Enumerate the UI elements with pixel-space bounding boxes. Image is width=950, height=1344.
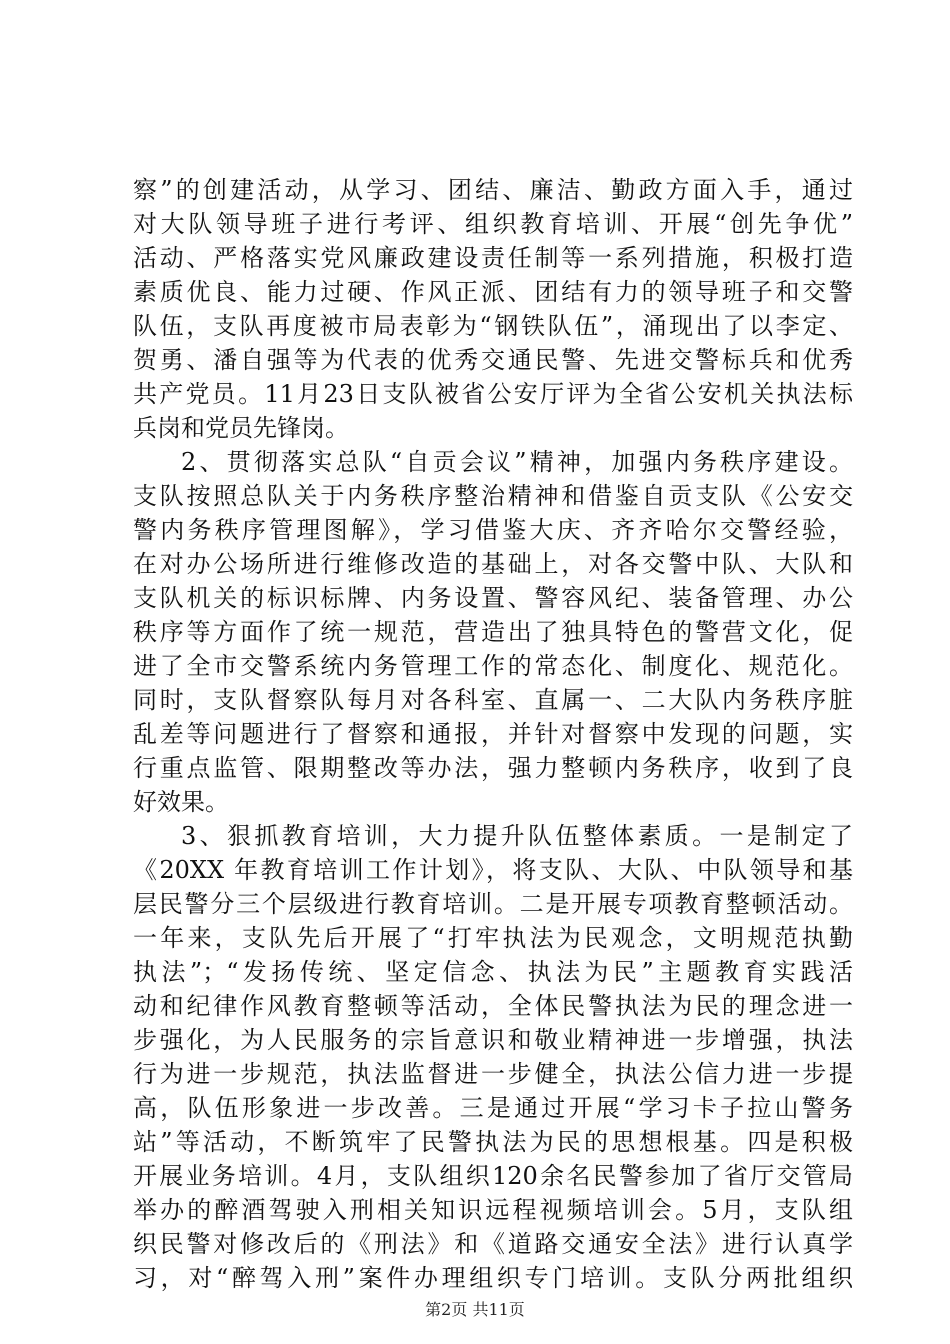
text-line: 警内务秩序管理图解》，学习借鉴大庆、齐齐哈尔交警经验， bbox=[133, 516, 853, 544]
text-line: 兵岗和党员先锋岗。 bbox=[133, 414, 349, 442]
text-line: 执法”；“发扬传统、坚定信念、执法为民”主题教育实践活 bbox=[133, 958, 853, 986]
text-line: 乱差等问题进行了督察和通报，并针对督察中发现的问题，实 bbox=[133, 720, 853, 748]
paragraph-start-line: 3、狠抓教育培训，大力提升队伍整体素质。一是制定了 bbox=[181, 822, 853, 850]
text-line: 一年来，支队先后开展了“打牢执法为民观念，文明规范执勤 bbox=[133, 924, 853, 952]
text-line: 《20XX 年教育培训工作计划》，将支队、大队、中队领导和基 bbox=[133, 856, 853, 884]
text-line: 队伍，支队再度被市局表彰为“钢铁队伍”，涌现出了以李定、 bbox=[133, 312, 853, 340]
text-line: 同时，支队督察队每月对各科室、直属一、二大队内务秩序脏 bbox=[133, 686, 853, 714]
text-line: 动和纪律作风教育整顿等活动，全体民警执法为民的理念进一 bbox=[133, 992, 853, 1020]
text-line: 织民警对修改后的《刑法》和《道路交通安全法》进行认真学 bbox=[133, 1230, 853, 1258]
text-line: 步强化，为人民服务的宗旨意识和敬业精神进一步增强，执法 bbox=[133, 1026, 853, 1054]
paragraph-start-line: 2、贯彻落实总队“自贡会议”精神，加强内务秩序建设。 bbox=[181, 448, 853, 476]
text-line: 进了全市交警系统内务管理工作的常态化、制度化、规范化。 bbox=[133, 652, 853, 680]
text-line: 站”等活动，不断筑牢了民警执法为民的思想根基。四是积极 bbox=[133, 1128, 853, 1156]
text-line: 举办的醉酒驾驶入刑相关知识远程视频培训会。5月，支队组 bbox=[133, 1196, 853, 1224]
text-line: 好效果。 bbox=[133, 788, 229, 816]
text-line: 高，队伍形象进一步改善。三是通过开展“学习卡子拉山警务 bbox=[133, 1094, 853, 1122]
text-line: 共产党员。11月23日支队被省公安厅评为全省公安机关执法标 bbox=[133, 380, 853, 408]
text-line: 在对办公场所进行维修改造的基础上，对各交警中队、大队和 bbox=[133, 550, 853, 578]
text-line: 开展业务培训。4月，支队组织120余名民警参加了省厅交管局 bbox=[133, 1162, 853, 1190]
page-footer: 第2页 共11页 bbox=[425, 1300, 525, 1319]
text-line: 支队机关的标识标牌、内务设置、警容风纪、装备管理、办公 bbox=[133, 584, 853, 612]
text-line: 察”的创建活动，从学习、团结、廉洁、勤政方面入手，通过 bbox=[133, 176, 853, 204]
text-line: 支队按照总队关于内务秩序整治精神和借鉴自贡支队《公安交 bbox=[133, 482, 853, 510]
text-line: 行为进一步规范，执法监督进一步健全，执法公信力进一步提 bbox=[133, 1060, 853, 1088]
text-line: 贺勇、潘自强等为代表的优秀交通民警、先进交警标兵和优秀 bbox=[133, 346, 853, 374]
text-line: 秩序等方面作了统一规范，营造出了独具特色的警营文化，促 bbox=[133, 618, 853, 646]
text-line: 行重点监管、限期整改等办法，强力整顿内务秩序，收到了良 bbox=[133, 754, 853, 782]
text-line: 活动、严格落实党风廉政建设责任制等一系列措施，积极打造 bbox=[133, 244, 853, 272]
text-line: 习，对“醉驾入刑”案件办理组织专门培训。支队分两批组织 bbox=[133, 1264, 853, 1292]
text-line: 素质优良、能力过硬、作风正派、团结有力的领导班子和交警 bbox=[133, 278, 853, 306]
text-line: 对大队领导班子进行考评、组织教育培训、开展“创先争优” bbox=[133, 210, 853, 238]
text-line: 层民警分三个层级进行教育培训。二是开展专项教育整顿活动。 bbox=[133, 890, 853, 918]
